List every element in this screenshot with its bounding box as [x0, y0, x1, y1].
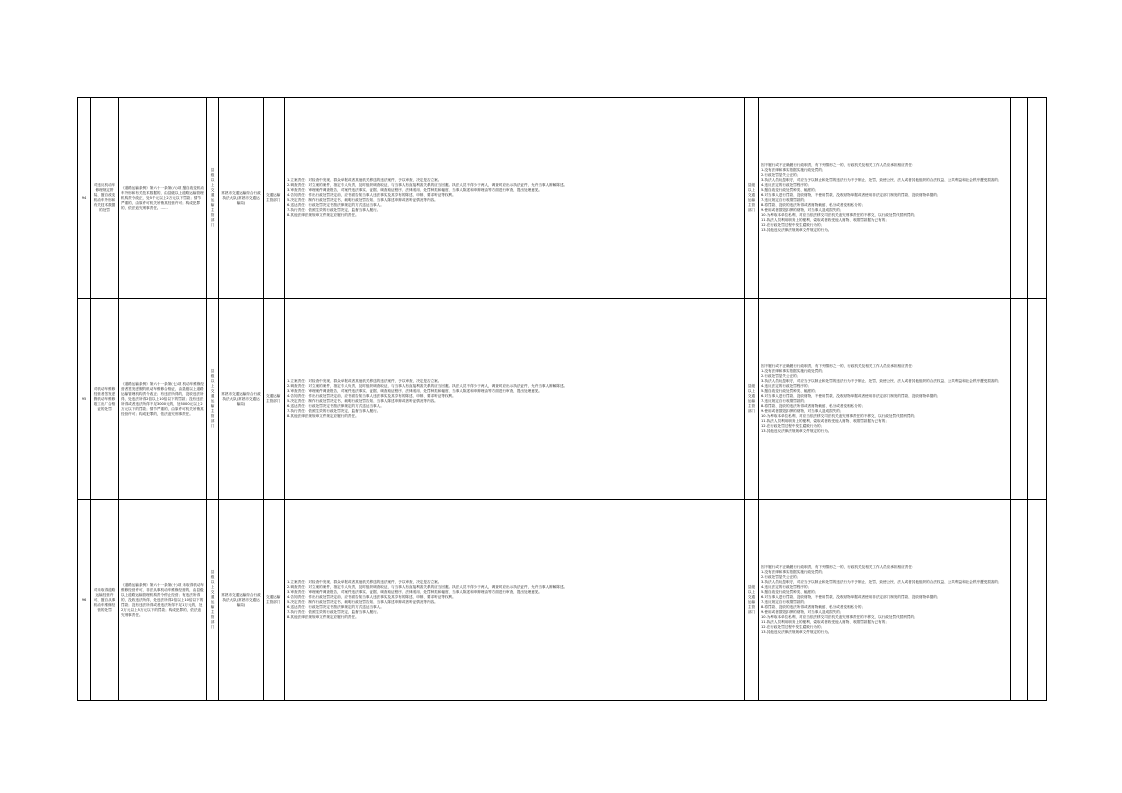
legal-basis: 《道路运输条例》第六十一条第(七)项 机动车维修经营者签发虚假的机动车维修合格证，由县级以上道路运输管理机构责令改正；有违法所得的，没收违法所得，处违法所得2倍以上10倍以下的罚款；没有违法所得或者违法所得不足3000元的，处5000元以上2万元以下的罚款；情节严重的，由原许可机关吊销其经营许可；构成犯罪的，依法追究刑事责任。 — [119, 299, 207, 500]
table-row — [78, 500, 1047, 701]
row-number: 95 — [78, 299, 91, 500]
extra-column — [1028, 299, 1047, 500]
duty-items: 1.立案责任：对检查中发现、群众举报或者其他机关移送的违法案件，予以审查，决定是否立案。 2.调查责任：对立案的案件，指定专人负责，及时组织调查取证，与当事人有直接利害关系的应当回避。执法人员不得少于两人，调查时应出示执法证件，允许当事人辩解陈述。 3.审查责任：审理案件调查报告，对案件违法事实、证据、调查取证程序、法律适用、处罚种类和幅度、当事人陈述和申辩理由等方面进行审查，提出处理意见。 4.告知责任：作出行政处罚决定前，应书面告知当事人违法事实及其享有的陈述、申辩、要求听证等权利。 5.决定责任：制作行政处罚决定书，载明行政处罚告知、当事人陈述申辩或者听证情况等内容。 6.送达责任：行政处罚决定书按法律规定的方式送达当事人。 7.执行责任：依照生效的行政处罚决定，监督当事人履行。 8.其他法律法规规章文件规定应履行的责任。 — [285, 299, 745, 500]
duty-items: 1.立案责任：对检查中发现、群众举报或者其他机关移送的违法案件，予以审查，决定是否立案。 2.调查责任：对立案的案件，指定专人负责，及时组织调查取证，与当事人有直接利害关系的应当回避。执法人员不得少于两人，调查时应出示执法证件，允许当事人辩解陈述。 3.审查责任：审理案件调查报告，对案件违法事实、证据、调查取证程序、法律适用、处罚种类和幅度、当事人陈述和申辩理由等方面进行审查，提出处理意见。 4.告知责任：作出行政处罚决定前，应书面告知当事人违法事实及其享有的陈述、申辩、要求听证等权利。 5.决定责任：制作行政处罚决定书，载明行政处罚告知、当事人陈述申辩或者听证情况等内容。 6.送达责任：行政处罚决定书按法律规定的方式送达当事人。 7.执行责任：依照生效的行政处罚决定，监督当事人履行。 8.其他法律法规规章文件规定应履行的责任。 — [285, 500, 745, 701]
undertaking-department: 常熟市交通运输综合行政执法大队(常熟市交通运输局) — [219, 500, 264, 701]
duty-items: 1.立案责任：对检查中发现、群众举报或者其他机关移送的违法案件，予以审查，决定是否立案。 2.调查责任：对立案的案件，指定专人负责，及时组织调查取证，与当事人有直接利害关系的应当回避。执法人员不得少于两人，调查时应出示执法证件，允许当事人辩解陈述。 3.审查责任：审理案件调查报告，对案件违法事实、证据、调查取证程序、法律适用、处罚种类和幅度、当事人陈述和申辩理由等方面进行审查，提出处理意见。 4.告知责任：作出行政处罚决定前，应书面告知当事人违法事实及其享有的陈述、申辩、要求听证等权利。 5.决定责任：制作行政处罚决定书，载明行政处罚告知、当事人陈述申辩或者听证情况等内容。 6.送达责任：行政处罚决定书按法律规定的方式送达当事人。 7.执行责任：依照生效的行政处罚决定，监督当事人履行。 8.其他法律法规规章文件规定应履行的责任。 — [285, 98, 745, 299]
row-number: 94 — [78, 98, 91, 299]
item-name: 对违反机动车修理规定拼装、擅自改变机动车外形和有关技术数据的处罚 — [91, 98, 119, 299]
responsible-department: 交通运输主管部门 — [264, 299, 285, 500]
undertaking-department: 常熟市交通运输综合行政执法大队(常熟市交通运输局) — [219, 98, 264, 299]
legal-basis: 《道路运输条例》第六十一条第(十)项 未取得机动车维修经营许可，非法从事机动车维修经营的，由县级以上道路运输管理机构责令停止经营；有违法所得的，没收违法所得，处违法所得2倍以上10倍以下的罚款；没有违法所得或者违法所得不足1万元的，处2万元以上5万元以下的罚款；构成犯罪的，依法追究刑事责任。 — [119, 500, 207, 701]
table-row — [78, 299, 1047, 500]
implementing-subject: 县级以上交通运输主管部门 — [207, 500, 219, 701]
implementing-subject: 县级以上交通运输主管部门 — [207, 299, 219, 500]
implementing-subject: 县级以上交通运输主管部门 — [207, 98, 219, 299]
power-list-table — [77, 97, 1047, 701]
accountability-items: 因不履行或不正确履行行政职责，有下列情形之一的，行政机关及相关工作人员应承担相应责任： 1.没有法律和事实依据实施行政处罚的； 2.行政处罚显失公正的； 3.执法人员玩忽职守，对应当予以制止和处罚的违法行为不予制止、处罚，致使公民、法人或者其他组织的合法权益、公共利益和社会秩序遭受损害的； 4.违反法定的行政处罚程序的； 5.擅自改变行政处罚种类、幅度的； 6.对当事人进行罚款、没收财物，不使用罚款、没收财物单据或者使用非法定部门制发的罚款、没收财物单据的； 7.违反规定自行收缴罚款的； 8.将罚款、没收的违法所得或者财物截留、私分或者变相私分的； 9.使用或者损毁扣押的财物，对当事人造成损失的； 10.为牟取本单位私利，对应当依法移交司法机关追究刑事责任的不移交，以行政处罚代替刑罚的； 11.执法人员利用职务上的便利，索取或者收受他人财物、收缴罚款据为己有的； 12.在行政处罚过程中发生腐败行为的； 13.其他违反法律法规规章文件规定的行为。 — [759, 500, 1011, 701]
accountability-items: 因不履行或不正确履行行政职责，有下列情形之一的，行政机关及相关工作人员应承担相应责任： 1.没有法律和事实依据实施行政处罚的； 2.行政处罚显失公正的； 3.执法人员玩忽职守，对应当予以制止和处罚的违法行为不予制止、处罚，致使公民、法人或者其他组织的合法权益、公共利益和社会秩序遭受损害的； 4.违反法定的行政处罚程序的； 5.擅自改变行政处罚种类、幅度的； 6.对当事人进行罚款、没收财物，不使用罚款、没收财物单据或者使用非法定部门制发的罚款、没收财物单据的； 7.违反规定自行收缴罚款的； 8.将罚款、没收的违法所得或者财物截留、私分或者变相私分的； 9.使用或者损毁扣押的财物，对当事人造成损失的； 10.为牟取本单位私利，对应当依法移交司法机关追究刑事责任的不移交，以行政处罚代替刑罚的； 11.执法人员利用职务上的便利，索取或者收受他人财物、收缴罚款据为己有的； 12.在行政处罚过程中发生腐败行为的； 13.其他违反法律法规规章文件规定的行为。 — [759, 299, 1011, 500]
extra-column — [1028, 98, 1047, 299]
remarks — [1011, 500, 1028, 701]
row-number: 96 — [78, 500, 91, 701]
responsible-department: 交通运输主管部门 — [264, 500, 285, 701]
table-row — [78, 98, 1047, 299]
remarks — [1011, 299, 1028, 500]
item-name: 对未取得道路运输经营许可、擅自从事机动车维修经营的处罚 — [91, 500, 119, 701]
item-name: 对机动车维修经营者签发虚假机动车维修竣工出厂合格证的处罚 — [91, 299, 119, 500]
responsible-department: 交通运输主管部门 — [264, 98, 285, 299]
extra-column — [1028, 500, 1047, 701]
accountability-subject: 县级以上交通运输主管部门 — [745, 98, 759, 299]
accountability-subject: 县级以上交通运输主管部门 — [745, 500, 759, 701]
accountability-items: 因不履行或不正确履行行政职责，有下列情形之一的，行政机关及相关工作人员应承担相应责任： 1.没有法律和事实依据实施行政处罚的； 2.行政处罚显失公正的； 3.执法人员玩忽职守，对应当予以制止和处罚的违法行为不予制止、处罚，致使公民、法人或者其他组织的合法权益、公共利益和社会秩序遭受损害的； 4.违反法定的行政处罚程序的； 5.擅自改变行政处罚种类、幅度的； 6.对当事人进行罚款、没收财物，不使用罚款、没收财物单据或者使用非法定部门制发的罚款、没收财物单据的； 7.违反规定自行收缴罚款的； 8.将罚款、没收的违法所得或者财物截留、私分或者变相私分的； 9.使用或者损毁扣押的财物，对当事人造成损失的； 10.为牟取本单位私利，对应当依法移交司法机关追究刑事责任的不移交，以行政处罚代替刑罚的； 11.执法人员利用职务上的便利，索取或者收受他人财物、收缴罚款据为己有的； 12.在行政处罚过程中发生腐败行为的； 13.其他违反法律法规规章文件规定的行为。 — [759, 98, 1011, 299]
remarks — [1011, 98, 1028, 299]
undertaking-department: 常熟市交通运输综合行政执法大队(常熟市交通运输局) — [219, 299, 264, 500]
accountability-subject: 县级以上交通运输主管部门 — [745, 299, 759, 500]
legal-basis: 《道路运输条例》第六十一条第(六)项 擅自改变机动车外形和有关技术数据的，由县级以上道路运输管理机构责令改正，处5千元以上2万元以下罚款；情节严重的，由原许可机关吊销其经营许可；构成犯罪的，依法追究刑事责任。…… — [119, 98, 207, 299]
